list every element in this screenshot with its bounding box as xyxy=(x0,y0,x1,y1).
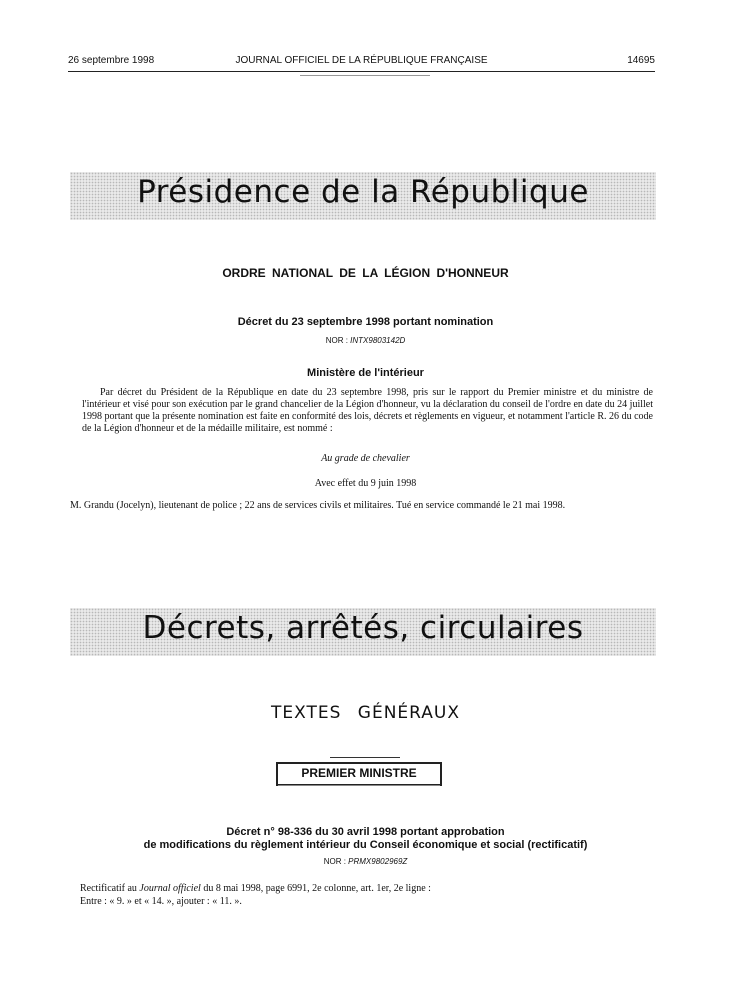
nor-label: NOR : xyxy=(323,857,346,866)
header-date: 26 septembre 1998 xyxy=(68,55,155,66)
header-rule xyxy=(68,71,655,72)
nor-reference xyxy=(60,336,671,345)
decret2-title-line1: Décret n° 98-336 du 30 avril 1998 portant approbation xyxy=(226,826,505,838)
decret-title: Décret du 23 septembre 1998 portant nomination xyxy=(237,316,494,328)
banner-title: Présidence de la République xyxy=(137,174,589,210)
header-page-number: 14695 xyxy=(627,55,655,66)
rectificatif-line1 xyxy=(80,883,653,895)
nor-reference-2 xyxy=(60,857,671,866)
section-banner-presidence xyxy=(70,172,656,220)
rectificatif-prefix: Rectificatif au xyxy=(80,883,137,894)
ordre-heading: ORDRE NATIONAL DE LA LÉGION D'HONNEUR xyxy=(222,266,509,280)
decret-paragraph: Par décret du Président de la République en date du 23 septembre 1998, pris sur le rapport du Premier ministre et du ministre de l'intérieur et visé pour son exécution par le grand chancelier de la Légion d'honneur, vu la déclaration du conseil de l'ordre en date du 24 juillet 1998 portant que la présente nomination est faite en conformité des lois, décrets et règlements en vigueur, et notamment l'article R. 26 du code de la Légion d'honneur et de la médaille militaire, est nommé : xyxy=(82,387,653,434)
header-subrule xyxy=(300,75,430,76)
nor-label: NOR : xyxy=(325,336,348,345)
nor-code: INTX9803142D xyxy=(350,336,406,345)
box-shadow-rule xyxy=(278,785,440,786)
effet-line: Avec effet du 9 juin 1998 xyxy=(314,478,417,489)
ministere-heading: Ministère de l'intérieur xyxy=(307,367,424,379)
page-header xyxy=(68,55,655,69)
premier-ministre-box: PREMIER MINISTRE xyxy=(276,762,442,786)
rectificatif-journal: Journal officiel xyxy=(139,883,201,894)
rectificatif-line2: Entre : « 9. » et « 14. », ajouter : « 11. ». xyxy=(80,896,242,907)
nomination-paragraph: M. Grandu (Jocelyn), lieutenant de police ; 22 ans de services civils et militaires. Tué en service commandé le 21 mai 1998. xyxy=(70,500,566,511)
decret2-title-line2: de modifications du règlement intérieur du Conseil économique et social (rectificatif) xyxy=(143,839,588,851)
banner-title: Décrets, arrêtés, circulaires xyxy=(142,610,584,646)
box-top-rule xyxy=(330,757,400,758)
grade-line: Au grade de chevalier xyxy=(321,453,410,464)
nor-code: PRMX9802969Z xyxy=(348,857,408,866)
textes-generaux-heading: TEXTES GÉNÉRAUX xyxy=(270,703,460,723)
section-banner-decrets xyxy=(70,608,656,656)
rectificatif-details: du 8 mai 1998, page 6991, 2e colonne, art. 1er, 2e ligne : xyxy=(203,883,431,894)
header-journal-title: JOURNAL OFFICIEL DE LA RÉPUBLIQUE FRANÇAISE xyxy=(235,55,488,66)
